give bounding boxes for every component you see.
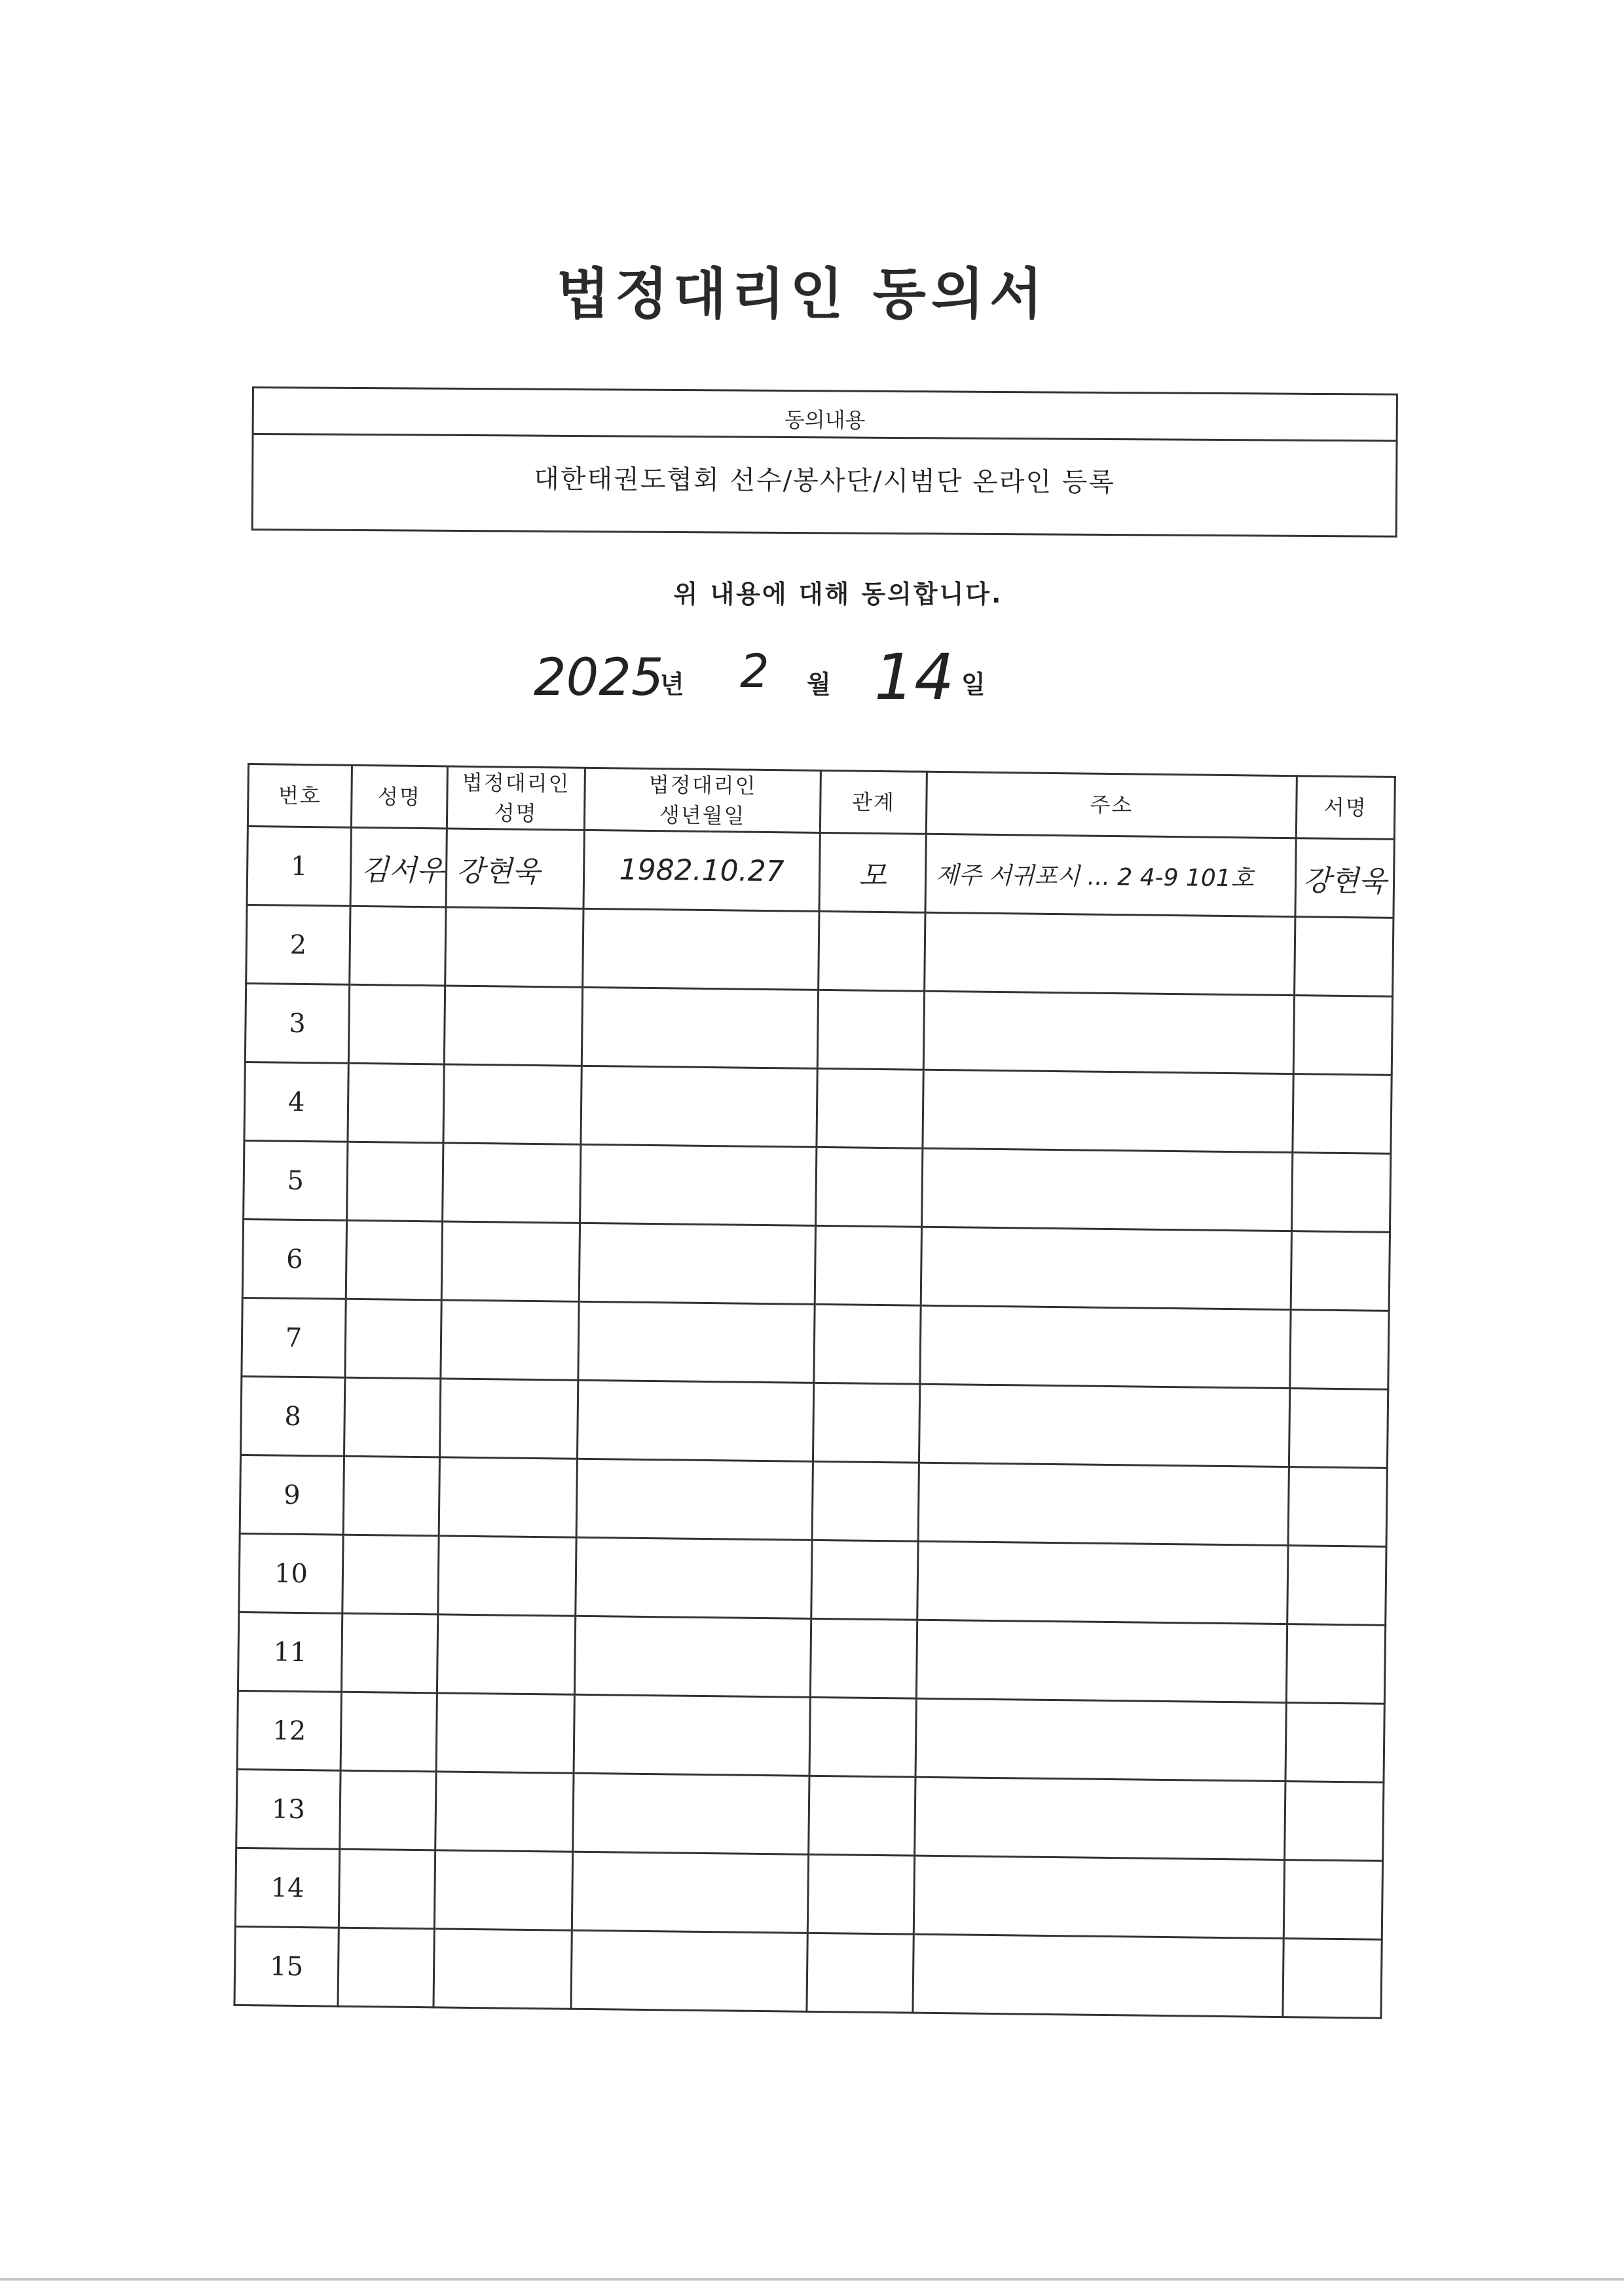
cell-signature: [1283, 1939, 1382, 2019]
cell-name: [345, 1299, 441, 1379]
cell-guardian-birth: [576, 1459, 813, 1540]
cell-name: [338, 1928, 434, 2007]
cell-signature: [1289, 1389, 1388, 1468]
cell-signature: [1291, 1231, 1390, 1311]
cell-number: 8: [241, 1376, 345, 1456]
cell-guardian-name: [436, 1693, 574, 1773]
cell-name: 김서우: [350, 827, 447, 907]
cell-relation: [817, 990, 924, 1070]
cell-number: 13: [236, 1769, 341, 1849]
cell-number: 9: [240, 1455, 344, 1535]
cell-guardian-birth: [571, 1930, 807, 2011]
date-day-handwritten: 14: [874, 641, 955, 714]
cell-address: [918, 1463, 1289, 1545]
table-row: [236, 1769, 1384, 1861]
cell-number: 7: [242, 1297, 346, 1377]
table-row: [237, 1690, 1384, 1782]
cell-relation: [813, 1383, 919, 1463]
cell-guardian-name: [444, 986, 582, 1066]
table-row: [247, 827, 1394, 918]
cell-signature: [1295, 917, 1393, 997]
header-address: 주소: [926, 772, 1297, 838]
cell-name: [348, 984, 445, 1064]
cell-name: [339, 1849, 435, 1929]
header-number: 번호: [248, 764, 352, 828]
date-year-handwritten: 2025: [534, 648, 664, 707]
cell-name: [340, 1770, 436, 1850]
cell-relation: [819, 911, 925, 991]
consent-box: [251, 386, 1398, 538]
cell-name: [342, 1535, 439, 1614]
cell-guardian-name: [438, 1536, 576, 1616]
cell-guardian-name: [435, 1772, 574, 1852]
cell-address: [921, 1227, 1291, 1309]
cell-relation: [807, 1854, 914, 1934]
cell-name: [347, 1142, 443, 1222]
cell-signature: [1290, 1310, 1389, 1390]
cell-guardian-birth: [574, 1694, 810, 1776]
cell-guardian-birth: [583, 908, 819, 990]
cell-guardian-birth: [578, 1301, 815, 1383]
consent-text: 대한태권도협회 선수/봉사단/시범단 온라인 등록: [534, 464, 1116, 498]
cell-relation: [809, 1697, 916, 1777]
table-row: [241, 1376, 1388, 1468]
cell-signature: [1291, 1153, 1390, 1233]
cell-address: [920, 1305, 1291, 1388]
cell-relation: [814, 1304, 921, 1384]
cell-address: [925, 912, 1295, 995]
cell-guardian-name: [434, 1850, 572, 1930]
cell-name: [344, 1377, 441, 1457]
cell-signature: [1285, 1782, 1384, 1861]
cell-address: [915, 1777, 1285, 1859]
cell-guardian-birth: [574, 1616, 811, 1697]
cell-signature: [1288, 1467, 1387, 1547]
cell-relation: [817, 1068, 923, 1148]
cell-signature: [1283, 1860, 1382, 1940]
cell-number: 15: [234, 1926, 339, 2006]
table-row: [239, 1533, 1386, 1625]
cell-address: [913, 1856, 1284, 1938]
cell-address: [923, 991, 1294, 1073]
cell-address: [917, 1541, 1288, 1624]
cell-address: [915, 1698, 1286, 1781]
page-bottom-edge: [0, 2278, 1624, 2281]
cell-guardian-birth: [580, 1144, 817, 1225]
cell-name: [341, 1692, 437, 1772]
cell-name: [343, 1456, 439, 1536]
cell-number: 5: [244, 1140, 348, 1220]
consent-header: 동의내용: [254, 400, 1396, 442]
header-signature: 서명: [1296, 776, 1395, 840]
cell-number: 12: [237, 1690, 341, 1770]
cell-relation: [807, 1933, 913, 2013]
cell-signature: [1287, 1546, 1386, 1626]
table-row: [240, 1455, 1387, 1546]
cell-guardian-name: [437, 1614, 575, 1694]
date-line: [0, 641, 1624, 720]
header-guardian-name: [447, 766, 585, 830]
cell-guardian-name: 강현욱: [446, 829, 584, 908]
table-row: [235, 1848, 1382, 1939]
cell-address: 제주 서귀포시 ... 2 4-9 101호: [925, 834, 1296, 916]
cell-name: [348, 1063, 444, 1143]
guardian-consent-table: [233, 763, 1395, 2019]
cell-relation: [816, 1147, 923, 1227]
cell-address: [923, 1070, 1293, 1152]
cell-address: [916, 1620, 1287, 1702]
cell-signature: [1285, 1703, 1384, 1783]
guardian-table-wrapper: [233, 763, 1395, 2019]
header-guardian-name-line1: 법정대리인: [462, 770, 570, 796]
cell-name: [341, 1613, 437, 1693]
date-month-handwritten: 2: [740, 644, 769, 698]
table-row: [242, 1297, 1389, 1389]
cell-guardian-birth: 1982.10.27: [583, 830, 820, 911]
cell-guardian-birth: [581, 1066, 817, 1147]
table-row: [246, 905, 1393, 997]
agreement-statement: 위 내용에 대해 동의합니다.: [673, 580, 1003, 608]
cell-relation: [810, 1618, 917, 1698]
cell-signature: 강현욱: [1295, 838, 1394, 918]
header-name: 성명: [351, 765, 447, 829]
table-row: [245, 983, 1392, 1075]
cell-number: 1: [247, 827, 351, 906]
cell-number: 6: [242, 1219, 346, 1299]
cell-guardian-name: [441, 1222, 580, 1301]
cell-name: [350, 906, 446, 986]
cell-guardian-name: [445, 907, 583, 987]
cell-guardian-birth: [573, 1773, 809, 1854]
header-guardian-birth: [584, 768, 821, 832]
cell-guardian-birth: [577, 1380, 813, 1461]
cell-guardian-birth: [572, 1852, 808, 1933]
table-row: [242, 1219, 1390, 1311]
cell-number: 14: [235, 1848, 339, 1928]
cell-address: [922, 1148, 1293, 1231]
cell-number: 3: [245, 983, 349, 1063]
cell-relation: 모: [819, 832, 926, 912]
header-guardian-birth-line1: 법정대리인: [648, 772, 757, 798]
cell-guardian-birth: [581, 987, 818, 1068]
date-month-label: 월: [807, 670, 831, 699]
cell-guardian-birth: [579, 1223, 815, 1304]
cell-relation: [811, 1540, 918, 1620]
cell-relation: [815, 1225, 921, 1305]
cell-guardian-name: [443, 1143, 581, 1223]
header-relation: 관계: [820, 770, 927, 834]
date-day-label: 일: [961, 670, 986, 699]
cell-guardian-name: [441, 1300, 579, 1380]
table-row: [238, 1612, 1385, 1704]
header-guardian-birth-line2: 생년월일: [659, 802, 746, 829]
date-year-label: 년: [660, 670, 684, 699]
document-title: 법정대리인 동의서: [556, 262, 1048, 326]
table-row: [234, 1926, 1382, 2018]
cell-address: [913, 1934, 1283, 2017]
cell-guardian-birth: [576, 1537, 812, 1618]
cell-guardian-name: [434, 1929, 572, 2009]
table-row: [244, 1140, 1391, 1232]
cell-guardian-name: [439, 1379, 578, 1459]
cell-relation: [812, 1461, 919, 1541]
cell-number: 4: [244, 1062, 348, 1142]
cell-number: 10: [239, 1533, 343, 1613]
header-guardian-name-line2: 성명: [494, 800, 538, 827]
cell-number: 2: [246, 905, 350, 985]
cell-signature: [1293, 996, 1392, 1075]
table-row: [244, 1062, 1392, 1153]
cell-guardian-name: [443, 1064, 581, 1144]
cell-signature: [1293, 1074, 1392, 1154]
cell-number: 11: [238, 1612, 342, 1692]
cell-guardian-name: [439, 1457, 577, 1537]
table-body: [234, 827, 1394, 2019]
cell-signature: [1286, 1624, 1385, 1704]
cell-address: [919, 1384, 1289, 1466]
cell-name: [346, 1220, 442, 1300]
cell-relation: [809, 1776, 915, 1856]
